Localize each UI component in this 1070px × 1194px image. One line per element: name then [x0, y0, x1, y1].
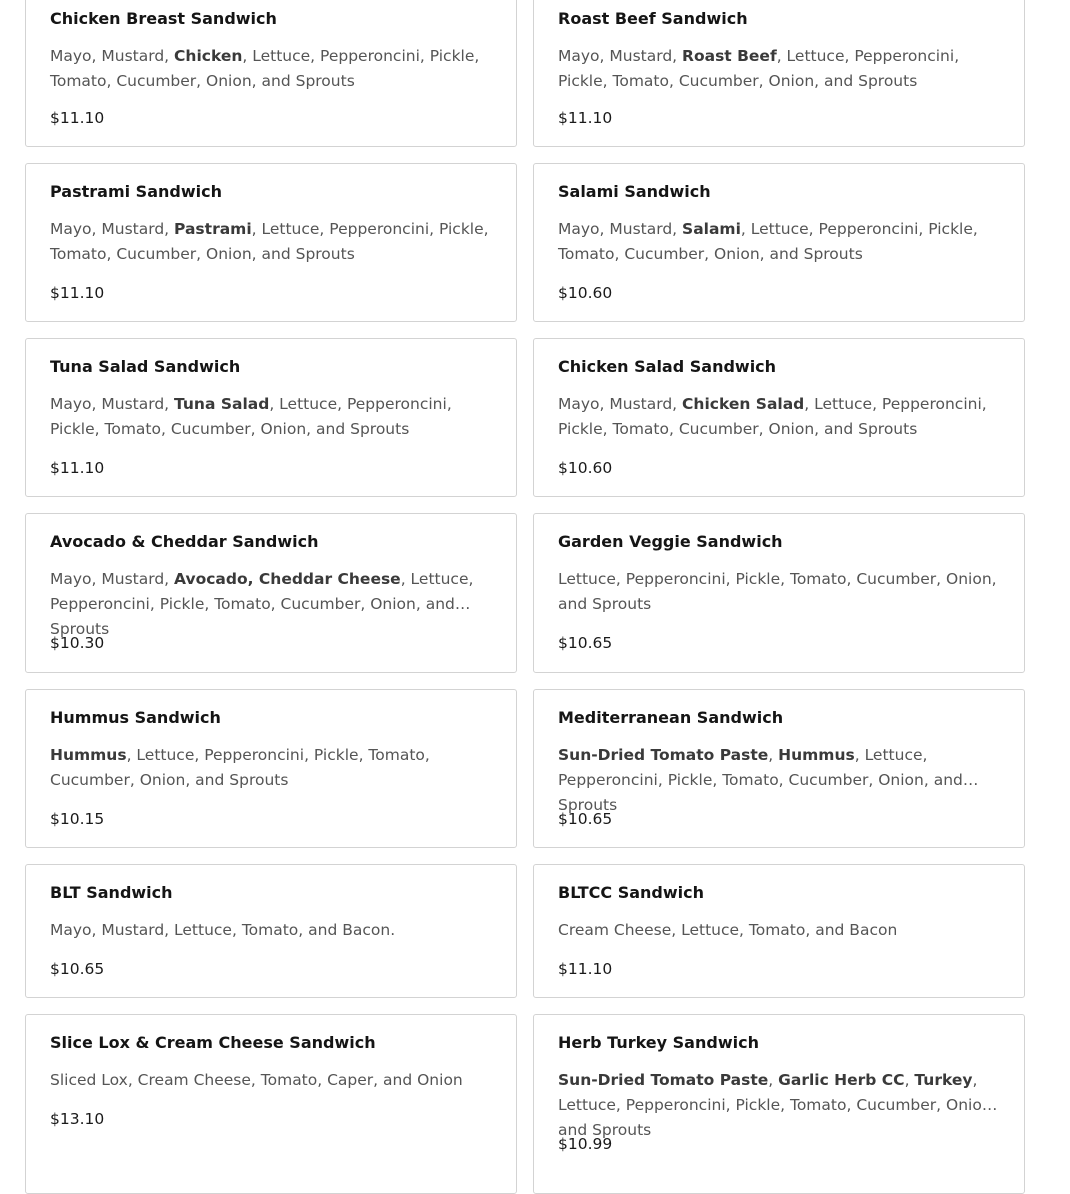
- menu-item-title: Mediterranean Sandwich: [558, 708, 784, 727]
- featured-ingredient: Garlic Herb CC: [778, 1071, 905, 1089]
- menu-item-card[interactable]: [533, 0, 1025, 147]
- featured-ingredient: Hummus: [778, 746, 855, 764]
- featured-ingredient: Sun-Dried Tomato Paste: [558, 746, 769, 764]
- menu-item-description: [50, 1068, 492, 1093]
- menu-item-title: Pastrami Sandwich: [50, 182, 222, 201]
- featured-ingredient: Pastrami: [174, 220, 252, 238]
- menu-item-card[interactable]: [25, 338, 517, 497]
- menu-item-title: Chicken Salad Sandwich: [558, 357, 777, 376]
- menu-item-price: $10.60: [558, 459, 613, 477]
- menu-item-title: Chicken Breast Sandwich: [50, 9, 277, 28]
- ingredient-text: Mayo, Mustard,: [558, 47, 683, 65]
- featured-ingredient: Hummus: [50, 746, 127, 764]
- ingredient-text: ,: [768, 746, 779, 764]
- menu-item-card[interactable]: [533, 163, 1025, 322]
- menu-item-price: $13.10: [50, 1110, 105, 1128]
- featured-ingredient: Chicken: [174, 47, 243, 65]
- featured-ingredient: Roast Beef: [682, 47, 777, 65]
- ingredient-text: Mayo, Mustard,: [50, 220, 175, 238]
- menu-item-title: Herb Turkey Sandwich: [558, 1033, 759, 1052]
- menu-item-description: [50, 392, 492, 442]
- ingredient-text: Mayo, Mustard,: [50, 570, 175, 588]
- menu-item-description: [50, 743, 492, 793]
- ingredient-text: Mayo, Mustard,: [50, 47, 175, 65]
- menu-item-price: $10.65: [50, 960, 105, 978]
- ingredient-text: , Lettuce, Pepperoncini, Pickle, Tomato, Cucumber, Onion, and Sprouts: [558, 47, 960, 90]
- menu-item-description: [558, 217, 1000, 267]
- ingredient-text: , Lettuce, Pepperoncini, Pickle, Tomato, Cucumber, Onion, and Sprouts: [558, 1071, 997, 1139]
- featured-ingredient: Avocado, Cheddar Cheese: [174, 570, 401, 588]
- menu-item-card[interactable]: [533, 864, 1025, 998]
- menu-item-price: $10.60: [558, 284, 613, 302]
- ingredient-text: , Lettuce, Pepperoncini, Pickle, Tomato, Cucumber, Onion, and Sprouts: [558, 395, 987, 438]
- menu-item-card[interactable]: [25, 689, 517, 848]
- menu-item-description: [558, 918, 1000, 943]
- featured-ingredient: Chicken Salad: [682, 395, 805, 413]
- menu-item-card[interactable]: [25, 864, 517, 998]
- menu-item-card[interactable]: [533, 338, 1025, 497]
- menu-item-card[interactable]: [533, 1014, 1025, 1194]
- menu-item-title: BLTCC Sandwich: [558, 883, 705, 902]
- ingredient-text: Lettuce, Pepperoncini, Pickle, Tomato, Cucumber, Onion, and Sprouts: [558, 570, 997, 613]
- menu-item-price: $11.10: [50, 109, 105, 127]
- menu-item-description: [558, 44, 1000, 94]
- menu-item-description: [50, 918, 492, 943]
- ingredient-text: Cream Cheese, Lettuce, Tomato, and Bacon: [558, 921, 898, 939]
- menu-item-price: $11.10: [50, 284, 105, 302]
- menu-item-description: [50, 567, 492, 638]
- menu-item-title: BLT Sandwich: [50, 883, 173, 902]
- ingredient-text: ,: [768, 1071, 779, 1089]
- menu-item-card[interactable]: [25, 163, 517, 322]
- menu-item-price: $10.99: [558, 1135, 613, 1153]
- menu-item-title: Hummus Sandwich: [50, 708, 221, 727]
- menu-item-price: $11.10: [558, 960, 613, 978]
- featured-ingredient: Turkey: [914, 1071, 973, 1089]
- ingredient-text: , Lettuce, Pepperoncini, Pickle, Tomato, Cucumber, Onion, and Sprouts: [558, 220, 978, 263]
- menu-item-description: [50, 44, 492, 94]
- ingredient-text: Mayo, Mustard,: [50, 395, 175, 413]
- menu-item-title: Tuna Salad Sandwich: [50, 357, 241, 376]
- menu-item-title: Salami Sandwich: [558, 182, 711, 201]
- menu-item-title: Roast Beef Sandwich: [558, 9, 748, 28]
- menu-item-price: $10.65: [558, 634, 613, 652]
- ingredient-text: , Lettuce, Pepperoncini, Pickle, Tomato, Cucumber, Onion, and Sprouts: [50, 395, 452, 438]
- menu-item-card[interactable]: [25, 513, 517, 673]
- ingredient-text: Mayo, Mustard,: [558, 395, 683, 413]
- ingredient-text: Mayo, Mustard, Lettuce, Tomato, and Bacon.: [50, 921, 396, 939]
- ingredient-text: , Lettuce, Pepperoncini, Pickle, Tomato, Cucumber, Onion, and Sprouts: [558, 746, 963, 814]
- menu-item-description: [558, 743, 1000, 814]
- featured-ingredient: Tuna Salad: [174, 395, 270, 413]
- menu-item-title: Avocado & Cheddar Sandwich: [50, 532, 319, 551]
- ingredient-text: , Lettuce, Pepperoncini, Pickle, Tomato, Cucumber, Onion, and Sprouts: [50, 47, 480, 90]
- menu-item-price: $10.30: [50, 634, 105, 652]
- ingredient-text: , Lettuce, Pepperoncini, Pickle, Tomato, Cucumber, Onion, and Sprouts: [50, 746, 430, 789]
- ingredient-text: , Lettuce, Pepperoncini, Pickle, Tomato, Cucumber, Onion, and Sprouts: [50, 570, 474, 638]
- menu-item-price: $10.15: [50, 810, 105, 828]
- menu-item-card[interactable]: [25, 0, 517, 147]
- ingredient-text: Mayo, Mustard,: [558, 220, 683, 238]
- menu-item-title: Garden Veggie Sandwich: [558, 532, 783, 551]
- menu-item-description: [50, 217, 492, 267]
- featured-ingredient: Salami: [682, 220, 741, 238]
- ingredient-text: , Lettuce, Pepperoncini, Pickle, Tomato, Cucumber, Onion, and Sprouts: [50, 220, 489, 263]
- ingredient-text: Sliced Lox, Cream Cheese, Tomato, Caper, and Onion: [50, 1071, 463, 1089]
- menu-item-description: [558, 567, 1000, 617]
- menu-item-price: $10.65: [558, 810, 613, 828]
- featured-ingredient: Sun-Dried Tomato Paste: [558, 1071, 769, 1089]
- menu-item-price: $11.10: [50, 459, 105, 477]
- menu-item-card[interactable]: [533, 513, 1025, 673]
- menu-item-card[interactable]: [25, 1014, 517, 1194]
- menu-item-description: [558, 392, 1000, 442]
- menu-item-title: Slice Lox & Cream Cheese Sandwich: [50, 1033, 376, 1052]
- ingredient-text: ,: [904, 1071, 915, 1089]
- menu-item-price: $11.10: [558, 109, 613, 127]
- menu-item-description: [558, 1068, 1000, 1139]
- menu-item-card[interactable]: [533, 689, 1025, 848]
